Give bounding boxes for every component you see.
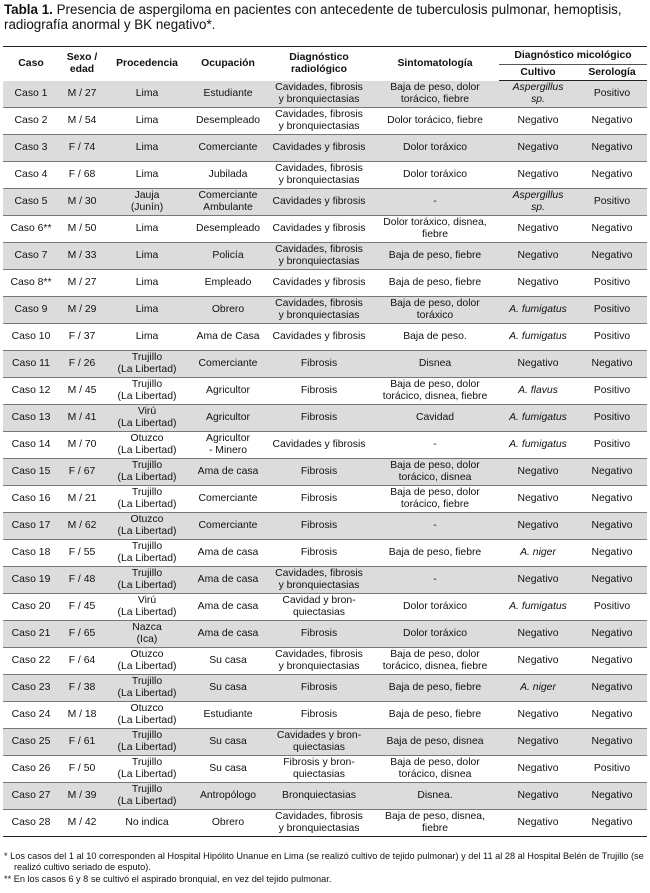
- cell-procedencia: Otuzco (La Libertad): [105, 513, 189, 540]
- table-row: [3, 486, 647, 513]
- cell-caso: Caso 17: [3, 513, 59, 540]
- cell-sexo-edad: M / 42: [59, 810, 105, 837]
- cell-caso: Caso 25: [3, 729, 59, 756]
- table-row: [3, 135, 647, 162]
- cell-diagnostico-radiologico: Cavidades, fibrosis y bronquiectasias: [267, 81, 371, 108]
- cell-serologia: Negativo: [577, 351, 647, 378]
- cell-sintomatologia: Baja de peso, dolor torácico, disnea: [371, 459, 499, 486]
- cell-sintomatologia: Baja de peso, dolor torácico, disnea: [371, 756, 499, 783]
- cell-sexo-edad: M / 54: [59, 108, 105, 135]
- cell-serologia: Positivo: [577, 189, 647, 216]
- cell-procedencia: Lima: [105, 81, 189, 108]
- cell-ocupacion: Ama de casa: [189, 540, 267, 567]
- cell-ocupacion: Desempleado: [189, 216, 267, 243]
- cell-cultivo: Negativo: [499, 783, 577, 810]
- cell-ocupacion: Comerciante: [189, 351, 267, 378]
- footnote: * Los casos del 1 al 10 corresponden al Hospital Hipólito Unanue en Lima (se realizó cultivo de tejido pulmonar) y del 11 al 28 al Hospital Belén de Trujillo (se realizó cultivo seriado de esputo).: [4, 851, 644, 873]
- cell-ocupacion: Policía: [189, 243, 267, 270]
- cell-caso: Caso 10: [3, 324, 59, 351]
- cell-cultivo: A. fumigatus: [499, 432, 577, 459]
- cell-caso: Caso 13: [3, 405, 59, 432]
- cell-caso: Caso 26: [3, 756, 59, 783]
- cell-caso: Caso 2: [3, 108, 59, 135]
- cell-cultivo: Negativo: [499, 162, 577, 189]
- cell-ocupacion: Ama de casa: [189, 567, 267, 594]
- cell-procedencia: Trujillo (La Libertad): [105, 675, 189, 702]
- header-caso: Caso: [18, 57, 44, 69]
- cell-sexo-edad: F / 61: [59, 729, 105, 756]
- cell-ocupacion: Comerciante Ambulante: [189, 189, 267, 216]
- cell-cultivo: A. fumigatus: [499, 324, 577, 351]
- table-row: [3, 810, 647, 837]
- cell-ocupacion: Estudiante: [189, 81, 267, 108]
- cell-sintomatologia: Baja de peso, dolor torácico, disnea, fiebre: [371, 648, 499, 675]
- cell-serologia: Positivo: [577, 432, 647, 459]
- header-sintomatologia: Sintomatología: [397, 57, 473, 69]
- data-table: [3, 46, 647, 837]
- cell-procedencia: Jauja (Junín): [105, 189, 189, 216]
- cell-cultivo: Negativo: [499, 567, 577, 594]
- cell-procedencia: Trujillo (La Libertad): [105, 567, 189, 594]
- cell-caso: Caso 19: [3, 567, 59, 594]
- header-ocupacion: Ocupación: [201, 57, 255, 69]
- cell-serologia: Negativo: [577, 621, 647, 648]
- cell-procedencia: Lima: [105, 135, 189, 162]
- cell-sintomatologia: Dolor toráxico: [371, 135, 499, 162]
- cell-cultivo: A. fumigatus: [499, 297, 577, 324]
- table-row: [3, 108, 647, 135]
- table-row: [3, 621, 647, 648]
- cell-caso: Caso 8**: [3, 270, 59, 297]
- cell-caso: Caso 24: [3, 702, 59, 729]
- cell-sexo-edad: M / 33: [59, 243, 105, 270]
- cell-procedencia: Trujillo (La Libertad): [105, 351, 189, 378]
- cell-caso: Caso 12: [3, 378, 59, 405]
- cell-procedencia: Lima: [105, 216, 189, 243]
- cell-diagnostico-radiologico: Cavidades y fibrosis: [267, 216, 371, 243]
- cell-serologia: Negativo: [577, 513, 647, 540]
- cell-sintomatologia: Baja de peso, dolor torácico, fiebre: [371, 81, 499, 108]
- cell-procedencia: Trujillo (La Libertad): [105, 459, 189, 486]
- table-row: [3, 432, 647, 459]
- cell-diagnostico-radiologico: Cavidades, fibrosis y bronquiectasias: [267, 810, 371, 837]
- cell-sexo-edad: F / 55: [59, 540, 105, 567]
- cell-ocupacion: Antropólogo: [189, 783, 267, 810]
- cell-diagnostico-radiologico: Fibrosis: [267, 702, 371, 729]
- cell-procedencia: No indica: [105, 810, 189, 837]
- cell-sexo-edad: M / 41: [59, 405, 105, 432]
- table-row: [3, 675, 647, 702]
- cell-cultivo: A. fumigatus: [499, 594, 577, 621]
- cell-serologia: Negativo: [577, 810, 647, 837]
- cell-cultivo: Negativo: [499, 621, 577, 648]
- cell-sexo-edad: F / 38: [59, 675, 105, 702]
- cell-procedencia: Otuzco (La Libertad): [105, 432, 189, 459]
- cell-serologia: Negativo: [577, 702, 647, 729]
- cell-caso: Caso 11: [3, 351, 59, 378]
- cell-serologia: Negativo: [577, 540, 647, 567]
- cell-serologia: Positivo: [577, 81, 647, 108]
- cell-sexo-edad: M / 70: [59, 432, 105, 459]
- cell-sexo-edad: F / 50: [59, 756, 105, 783]
- cell-ocupacion: Su casa: [189, 648, 267, 675]
- cell-ocupacion: Obrero: [189, 810, 267, 837]
- cell-diagnostico-radiologico: Fibrosis: [267, 405, 371, 432]
- cell-diagnostico-radiologico: Fibrosis y bron- quiectasias: [267, 756, 371, 783]
- cell-sintomatologia: Baja de peso, dolor torácico, fiebre: [371, 486, 499, 513]
- caption-label: Tabla 1.: [4, 2, 53, 17]
- cell-sintomatologia: Cavidad: [371, 405, 499, 432]
- table-row: [3, 459, 647, 486]
- table-row: [3, 567, 647, 594]
- cell-diagnostico-radiologico: Fibrosis: [267, 486, 371, 513]
- cell-sintomatologia: Baja de peso, fiebre: [371, 702, 499, 729]
- cell-sintomatologia: Disnea.: [371, 783, 499, 810]
- cell-serologia: Negativo: [577, 162, 647, 189]
- table-row: [3, 783, 647, 810]
- cell-sexo-edad: M / 30: [59, 189, 105, 216]
- cell-cultivo: Negativo: [499, 216, 577, 243]
- cell-sintomatologia: Baja de peso, fiebre: [371, 270, 499, 297]
- cell-ocupacion: Empleado: [189, 270, 267, 297]
- cell-cultivo: Aspergillus sp.: [499, 189, 577, 216]
- cell-diagnostico-radiologico: Cavidades, fibrosis y bronquiectasias: [267, 243, 371, 270]
- cell-serologia: Negativo: [577, 675, 647, 702]
- cell-sintomatologia: Baja de peso, dolor torácico, disnea, fiebre: [371, 378, 499, 405]
- header-serologia: Serología: [577, 65, 647, 81]
- cell-sexo-edad: M / 21: [59, 486, 105, 513]
- cell-cultivo: Negativo: [499, 513, 577, 540]
- cell-diagnostico-radiologico: Fibrosis: [267, 459, 371, 486]
- cell-sexo-edad: M / 39: [59, 783, 105, 810]
- cell-procedencia: Lima: [105, 297, 189, 324]
- table-row: [3, 351, 647, 378]
- footnotes: [4, 851, 646, 885]
- cell-sexo-edad: M / 27: [59, 81, 105, 108]
- cell-procedencia: Trujillo (La Libertad): [105, 540, 189, 567]
- cell-sexo-edad: M / 27: [59, 270, 105, 297]
- cell-serologia: Positivo: [577, 270, 647, 297]
- cell-cultivo: Negativo: [499, 351, 577, 378]
- cell-cultivo: Negativo: [499, 810, 577, 837]
- cell-sintomatologia: Dolor toráxico: [371, 594, 499, 621]
- cell-serologia: Positivo: [577, 594, 647, 621]
- cell-procedencia: Nazca (Ica): [105, 621, 189, 648]
- cell-procedencia: Trujillo (La Libertad): [105, 783, 189, 810]
- cell-procedencia: Otuzco (La Libertad): [105, 702, 189, 729]
- table-body: [3, 81, 647, 837]
- table-row: [3, 324, 647, 351]
- cell-cultivo: A. flavus: [499, 378, 577, 405]
- cell-sintomatologia: -: [371, 567, 499, 594]
- cell-caso: Caso 23: [3, 675, 59, 702]
- cell-ocupacion: Su casa: [189, 756, 267, 783]
- cell-sintomatologia: -: [371, 513, 499, 540]
- cell-diagnostico-radiologico: Cavidades, fibrosis y bronquiectasias: [267, 567, 371, 594]
- cell-sexo-edad: F / 68: [59, 162, 105, 189]
- table-row: [3, 648, 647, 675]
- cell-caso: Caso 18: [3, 540, 59, 567]
- cell-procedencia: Trujillo (La Libertad): [105, 486, 189, 513]
- table-caption: [4, 2, 646, 32]
- cell-cultivo: Negativo: [499, 270, 577, 297]
- cell-cultivo: Negativo: [499, 486, 577, 513]
- cell-sexo-edad: F / 37: [59, 324, 105, 351]
- cell-caso: Caso 9: [3, 297, 59, 324]
- table-row: [3, 378, 647, 405]
- cell-serologia: Negativo: [577, 729, 647, 756]
- cell-caso: Caso 16: [3, 486, 59, 513]
- cell-diagnostico-radiologico: Cavidades y fibrosis: [267, 324, 371, 351]
- cell-procedencia: Trujillo (La Libertad): [105, 378, 189, 405]
- cell-procedencia: Lima: [105, 162, 189, 189]
- cell-diagnostico-radiologico: Cavidades, fibrosis y bronquiectasias: [267, 108, 371, 135]
- table-row: [3, 513, 647, 540]
- cell-caso: Caso 7: [3, 243, 59, 270]
- cell-serologia: Negativo: [577, 648, 647, 675]
- cell-procedencia: Virú (La Libertad): [105, 405, 189, 432]
- cell-serologia: Positivo: [577, 297, 647, 324]
- cell-sexo-edad: F / 67: [59, 459, 105, 486]
- cell-sexo-edad: F / 64: [59, 648, 105, 675]
- cell-cultivo: Negativo: [499, 108, 577, 135]
- cell-ocupacion: Agricultor - Minero: [189, 432, 267, 459]
- cell-caso: Caso 1: [3, 81, 59, 108]
- table-row: [3, 702, 647, 729]
- cell-diagnostico-radiologico: Cavidades, fibrosis y bronquiectasias: [267, 297, 371, 324]
- cell-diagnostico-radiologico: Fibrosis: [267, 513, 371, 540]
- caption-text: Presencia de aspergiloma en pacientes con antecedente de tuberculosis pulmonar, hemoptisis, radiografía anormal y BK negativo*.: [4, 2, 622, 32]
- cell-caso: Caso 21: [3, 621, 59, 648]
- cell-serologia: Negativo: [577, 216, 647, 243]
- cell-procedencia: Virú (La Libertad): [105, 594, 189, 621]
- cell-ocupacion: Agricultor: [189, 405, 267, 432]
- cell-caso: Caso 15: [3, 459, 59, 486]
- cell-cultivo: A. niger: [499, 540, 577, 567]
- header-diagnostico-micologico: Diagnóstico micológico: [499, 47, 647, 65]
- cell-serologia: Negativo: [577, 108, 647, 135]
- table-row: [3, 216, 647, 243]
- cell-serologia: Negativo: [577, 783, 647, 810]
- cell-procedencia: Lima: [105, 270, 189, 297]
- table-row: [3, 729, 647, 756]
- cell-caso: Caso 14: [3, 432, 59, 459]
- cell-sexo-edad: M / 50: [59, 216, 105, 243]
- cell-sexo-edad: F / 74: [59, 135, 105, 162]
- table-row: [3, 243, 647, 270]
- cell-diagnostico-radiologico: Fibrosis: [267, 621, 371, 648]
- cell-sexo-edad: M / 29: [59, 297, 105, 324]
- cell-ocupacion: Comerciante: [189, 486, 267, 513]
- cell-ocupacion: Desempleado: [189, 108, 267, 135]
- cell-sintomatologia: Baja de peso, disnea: [371, 729, 499, 756]
- cell-serologia: Negativo: [577, 135, 647, 162]
- cell-ocupacion: Jubilada: [189, 162, 267, 189]
- cell-diagnostico-radiologico: Fibrosis: [267, 378, 371, 405]
- cell-caso: Caso 27: [3, 783, 59, 810]
- table-row: [3, 270, 647, 297]
- cell-ocupacion: Comerciante: [189, 513, 267, 540]
- table-row: [3, 540, 647, 567]
- cell-sexo-edad: F / 26: [59, 351, 105, 378]
- cell-ocupacion: Ama de casa: [189, 621, 267, 648]
- cell-cultivo: Negativo: [499, 135, 577, 162]
- cell-diagnostico-radiologico: Cavidades, fibrosis y bronquiectasias: [267, 162, 371, 189]
- cell-ocupacion: Estudiante: [189, 702, 267, 729]
- cell-ocupacion: Ama de casa: [189, 459, 267, 486]
- cell-serologia: Positivo: [577, 324, 647, 351]
- table-row: [3, 756, 647, 783]
- cell-ocupacion: Su casa: [189, 675, 267, 702]
- cell-caso: Caso 22: [3, 648, 59, 675]
- header-diagnostico-radiologico: Diagnóstico radiológico: [289, 52, 349, 75]
- cell-caso: Caso 28: [3, 810, 59, 837]
- cell-cultivo: Negativo: [499, 243, 577, 270]
- cell-caso: Caso 5: [3, 189, 59, 216]
- cell-sintomatologia: Baja de peso, disnea, fiebre: [371, 810, 499, 837]
- cell-caso: Caso 6**: [3, 216, 59, 243]
- cell-diagnostico-radiologico: Fibrosis: [267, 540, 371, 567]
- header-sexo-edad: Sexo / edad: [66, 52, 98, 75]
- cell-ocupacion: Agricultor: [189, 378, 267, 405]
- cell-diagnostico-radiologico: Fibrosis: [267, 351, 371, 378]
- cell-serologia: Negativo: [577, 459, 647, 486]
- cell-diagnostico-radiologico: Cavidad y bron- quiectasias: [267, 594, 371, 621]
- cell-sintomatologia: Baja de peso, dolor toráxico: [371, 297, 499, 324]
- cell-diagnostico-radiologico: Cavidades, fibrosis y bronquiectasias: [267, 648, 371, 675]
- cell-diagnostico-radiologico: Bronquiectasias: [267, 783, 371, 810]
- cell-diagnostico-radiologico: Cavidades y fibrosis: [267, 432, 371, 459]
- cell-sintomatologia: Baja de peso, fiebre: [371, 540, 499, 567]
- cell-sintomatologia: Dolor toráxico: [371, 162, 499, 189]
- table-row: [3, 405, 647, 432]
- cell-ocupacion: Su casa: [189, 729, 267, 756]
- cell-cultivo: Aspergillus sp.: [499, 81, 577, 108]
- cell-serologia: Negativo: [577, 243, 647, 270]
- cell-procedencia: Otuzco (La Libertad): [105, 648, 189, 675]
- cell-cultivo: Negativo: [499, 648, 577, 675]
- cell-sexo-edad: M / 18: [59, 702, 105, 729]
- cell-cultivo: Negativo: [499, 729, 577, 756]
- cell-sintomatologia: Disnea: [371, 351, 499, 378]
- cell-diagnostico-radiologico: Cavidades y bron- quiectasias: [267, 729, 371, 756]
- cell-procedencia: Trujillo (La Libertad): [105, 729, 189, 756]
- cell-sintomatologia: -: [371, 189, 499, 216]
- table-row: [3, 189, 647, 216]
- cell-sintomatologia: Baja de peso.: [371, 324, 499, 351]
- cell-sintomatologia: Baja de peso, fiebre: [371, 675, 499, 702]
- table-row: [3, 297, 647, 324]
- cell-cultivo: Negativo: [499, 459, 577, 486]
- cell-sexo-edad: F / 45: [59, 594, 105, 621]
- cell-diagnostico-radiologico: Cavidades y fibrosis: [267, 270, 371, 297]
- cell-ocupacion: Obrero: [189, 297, 267, 324]
- cell-caso: Caso 4: [3, 162, 59, 189]
- cell-cultivo: Negativo: [499, 702, 577, 729]
- cell-sexo-edad: F / 48: [59, 567, 105, 594]
- cell-procedencia: Lima: [105, 324, 189, 351]
- cell-procedencia: Lima: [105, 243, 189, 270]
- footnote: ** En los casos 6 y 8 se cultivó el aspirado bronquial, en vez del tejido pulmonar.: [4, 873, 332, 884]
- cell-caso: Caso 3: [3, 135, 59, 162]
- cell-serologia: Negativo: [577, 486, 647, 513]
- header-cultivo: Cultivo: [499, 65, 577, 81]
- cell-ocupacion: Ama de Casa: [189, 324, 267, 351]
- table-row: [3, 162, 647, 189]
- cell-diagnostico-radiologico: Cavidades y fibrosis: [267, 135, 371, 162]
- cell-sintomatologia: Dolor toráxico: [371, 621, 499, 648]
- cell-sintomatologia: Baja de peso, fiebre: [371, 243, 499, 270]
- cell-sexo-edad: M / 62: [59, 513, 105, 540]
- cell-cultivo: A. fumigatus: [499, 405, 577, 432]
- cell-diagnostico-radiologico: Cavidades y fibrosis: [267, 189, 371, 216]
- cell-serologia: Negativo: [577, 567, 647, 594]
- header-procedencia: Procedencia: [116, 57, 178, 69]
- cell-cultivo: A. niger: [499, 675, 577, 702]
- cell-serologia: Positivo: [577, 756, 647, 783]
- table-row: [3, 81, 647, 108]
- cell-procedencia: Lima: [105, 108, 189, 135]
- cell-diagnostico-radiologico: Fibrosis: [267, 675, 371, 702]
- cell-sintomatologia: Dolor toráxico, disnea, fiebre: [371, 216, 499, 243]
- cell-sexo-edad: F / 65: [59, 621, 105, 648]
- cell-cultivo: Negativo: [499, 756, 577, 783]
- cell-sintomatologia: -: [371, 432, 499, 459]
- cell-sintomatologia: Dolor torácico, fiebre: [371, 108, 499, 135]
- cell-ocupacion: Comerciante: [189, 135, 267, 162]
- cell-serologia: Positivo: [577, 378, 647, 405]
- cell-sexo-edad: M / 45: [59, 378, 105, 405]
- cell-caso: Caso 20: [3, 594, 59, 621]
- cell-procedencia: Trujillo (La Libertad): [105, 756, 189, 783]
- cell-serologia: Positivo: [577, 405, 647, 432]
- cell-ocupacion: Ama de casa: [189, 594, 267, 621]
- table-row: [3, 594, 647, 621]
